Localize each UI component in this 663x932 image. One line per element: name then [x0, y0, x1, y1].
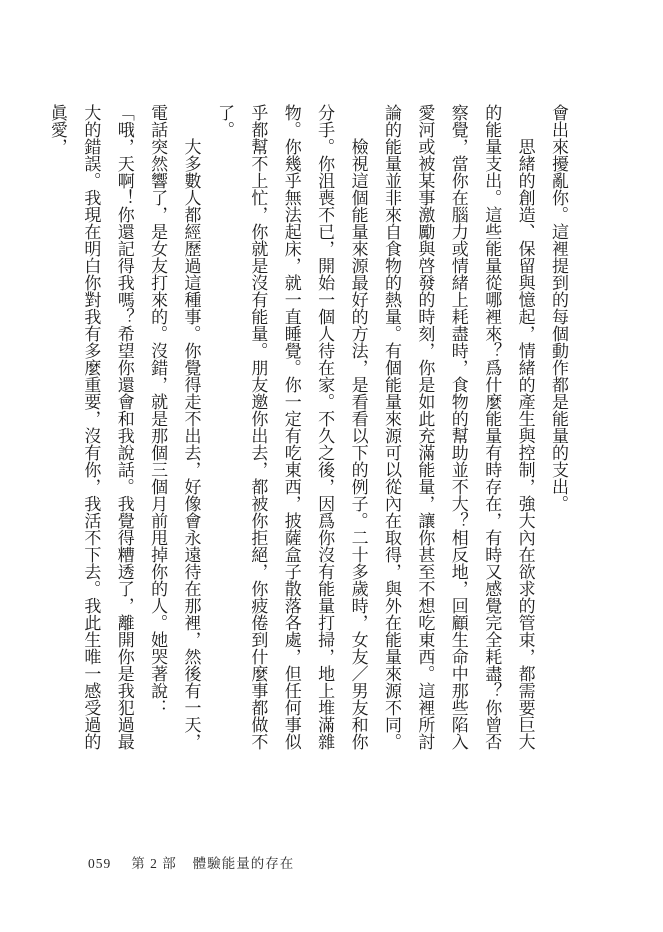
body-paragraph: 大多數人都經歷過這種事。你覺得走不出去，好像會永遠待在那裡，然後有一天，電話突然響了，是女友打來的。沒錯，就是那個三個月前甩掉你的人。她哭著說：「哦，天啊！你還記得我嗎？希望你還會和我說話。我覺得糟透了，離開你是我犯過最大的錯誤。我現在明白你對我有多麼重要，沒有你，我活不下去。我此生唯一感受過的眞愛，: [47, 104, 201, 750]
page-body-text: [47, 104, 575, 752]
page-number: 059: [88, 856, 112, 871]
page-footer: [88, 852, 294, 872]
body-paragraph: 思緒的創造、保留與憶起，情緒的產生與控制，強大內在欲求的管束，都需要巨大的能量支出。這些能量從哪裡來？爲什麼能量有時存在，有時又感覺完全耗盡？你曾否察覺，當你在腦力或情緒上耗盡時，食物的幫助並不大？相反地，回顧生命中那些陷入愛河或被某事激勵與啓發的時刻，你是如此充滿能量，讓你甚至不想吃東西。這裡所討論的能量並非來自食物的熱量。有個能量來源可以從內在取得，與外在能量來源不同。: [381, 104, 535, 750]
body-paragraph-continuation: 會出來擾亂你。這裡提到的每個動作都是能量的支出。: [549, 104, 568, 512]
body-paragraph: 檢視這個能量來源最好的方法，是看看以下的例子。二十多歲時，女友／男友和你分手。你沮喪不已，開始一個人待在家。不久之後，因爲你沒有能量打掃，地上堆滿雜物。你幾乎無法起床，就一直睡覺。你一定有吃東西，披薩盒子散落各處，但任何事似乎都幫不上忙，你就是沒有能量。朋友邀你出去，都被你拒絕，你疲倦到什麼事都做不了。: [214, 104, 368, 750]
chapter-title: 體驗能量的存在: [192, 856, 295, 871]
part-label: 第 2 部: [131, 856, 177, 871]
